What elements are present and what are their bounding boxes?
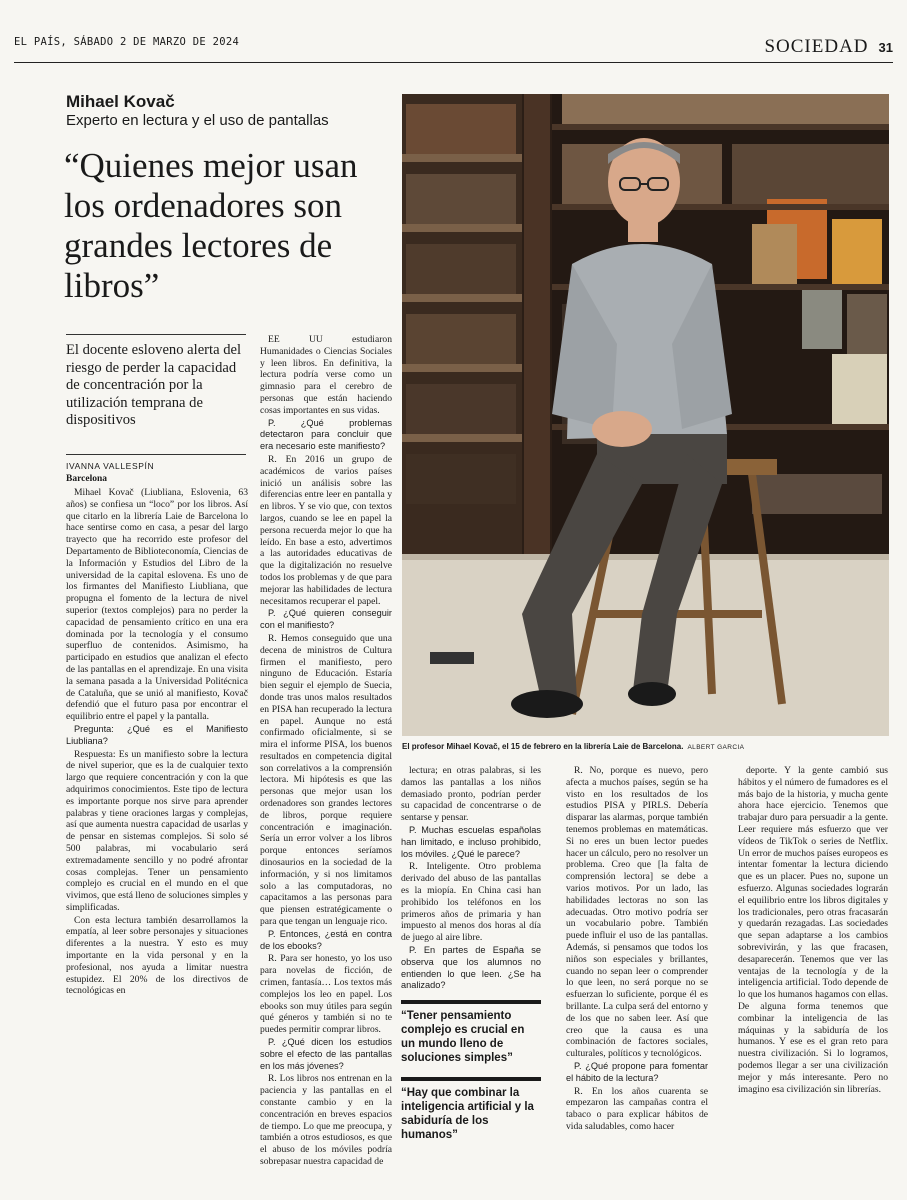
- interview-question: P. ¿Qué propone para fomentar el hábito de la lectura?: [566, 1060, 708, 1083]
- body-paragraph: lectura; en otras palabras, si les damos las pantallas a los niños demasiado pronto, podrían perder su capacidad de concentrarse o de sentarse y pensar.: [401, 765, 541, 824]
- body-paragraph: deporte. Y la gente cambió sus hábitos y el número de fumadores es el más bajo de la historia, y mucha gente ahora hace ejercicio. Tenemos que trabajar duro para persuadir a la gente. Leer requiere más esfuerzo que ver vídeos de TikTok o series de Netflix. Un error de muchos países europeos es intentar fomentar la lectura diciendo que es un placer. Pues no, supone un esfuerzo. Algunas sociedades lograrán el equilibrio entre los libros digitales y los tradicionales, pero otras fracasarán y quedarán rezagadas. Las sociedades que sepan adaptarse a los cambios sobrevivirán, y las que fracasen, desaparecerán. Tenemos que ver las ventajas de la tecnología y de la inteligencia artificial. Todo depende de lo que los humanos hagamos con ellas. De alguna forma tenemos que combinar la inteligencia de las máquinas y la sabiduría de los humanos. Y ese es el gran reto para nuestra civilización. Si lo logramos, podemos llegar a ser una civilización mejor y más interesante. Pero no imagino esa civilización sin librerías.: [738, 765, 888, 1095]
- body-column-5: [738, 765, 888, 1159]
- interview-question: Pregunta: ¿Qué es el Manifiesto Liubliana?: [66, 723, 248, 746]
- caption-text: El profesor Mihael Kovač, el 15 de febrero en la librería Laie de Barcelona.: [402, 742, 684, 751]
- pullquote-1-bar: [401, 1000, 541, 1004]
- interviewee-name: Mihael Kovač: [66, 92, 175, 111]
- photo-illustration: [402, 94, 889, 736]
- pullquote-2-bar: [401, 1077, 541, 1081]
- interview-question: P. En partes de España se observa que los alumnos no entienden lo que leen. ¿Se ha analizado?: [401, 944, 541, 991]
- masthead-date: EL PAÍS, SÁBADO 2 DE MARZO DE 2024: [14, 36, 240, 48]
- body-paragraph: R. No, porque es nuevo, pero afecta a muchos países, según se ha visto en los resultados de los estudios PISA y PIRLS. Debería disparar las alarmas, porque también tenemos problemas en matemáticas. Si no eres un buen lector puedes hacer un cálculo, pero no resolver un problema. Creo que [la falta de comprensión lectora] se debe a varios motivos. Por un lado, las habilidades lectoras no son las adecuadas. Otro motivo podría ser un vocabulario pobre. También puede influir el uso de las pantallas. Además, si pensamos que todos los niños son especiales y brillantes, cuando no sepan leer o comprender lo que leen, no será porque no se esfuerzan lo suficiente, porque él es brillante. La culpa será del entorno y de los que no saben leer. Así que creo que la causa es una combinación de factores sociales, culturales, políticos y tecnológicos.: [566, 765, 708, 1060]
- body-paragraph: R. Inteligente. Otro problema derivado del abuso de las pantallas es la miopía. En China casi han prohibido los teléfonos en los primeros años de primaria y han impuesto al menos dos horas al día de juego al aire libre.: [401, 861, 541, 944]
- body-paragraph: R. Los libros nos entrenan en la paciencia y las pantallas en el constante cambio y en la concentración en breves espacios de tiempo. Lo que me preocupa, y también a otros estudiosos, es que el abuso de los móviles podría sobrepasar nuestra capacidad de: [260, 1073, 392, 1167]
- body-paragraph: Mihael Kovač (Liubliana, Eslovenia, 63 años) se confiesa un “loco” por los libros. Así que citarlo en la librería Laie de Barcelona lo hace sentirse como en casa, a pesar del largo trayecto que ha recorrido este profesor del Departamento de Biblioteconomía, Ciencias de la Información y Estudios del Libro de la universidad de la capital eslovena. Es uno de los firmantes del Manifiesto Liubliana, que propugna el fomento de la lectura de nivel superior (textos complejos) para no perder la capacidad de pensamiento crítico en una era dominada por la tecnología y el consumo superfluo de contenidos. Asimismo, ha participado en estudios que analizan el efecto de las pantallas en el aprendizaje. En una visita la semana pasada a la Universidad Politécnica de Cataluña, que se unió al manifiesto, Kovač defendió que el futuro pasa por encontrar el equilibrio entre el papel y la pantalla.: [66, 487, 248, 723]
- body-paragraph: R. Para ser honesto, yo los uso para novelas de ficción, de crimen, fantasía… Los textos más complejos los leo en papel. Los ebooks son muy útiles para según qué géneros y también si no te puedes permitir comprar libros.: [260, 953, 392, 1036]
- photo-kovac-bookstore: [402, 94, 889, 736]
- photo-caption: [402, 742, 889, 751]
- body-column-2: [260, 334, 392, 1167]
- body-column-4: [566, 765, 708, 1159]
- interview-question: P. Muchas escuelas españolas han limitado, e incluso prohibido, los móviles. ¿Qué le parece?: [401, 824, 541, 859]
- dateline-city: Barcelona: [66, 474, 107, 484]
- section-name: SOCIEDAD: [764, 36, 869, 57]
- body-paragraph: EE UU estudiaron Humanidades o Ciencias Sociales y leen libros. En definitiva, la lectura podría verse como un gimnasio para el cerebro de personas que están haciendo cosas importantes en sus vidas.: [260, 334, 392, 416]
- pullquote-2: “Hay que combinar la inteligencia artificial y la sabiduría de los humanos”: [401, 1087, 534, 1141]
- masthead-section: [764, 36, 893, 58]
- body-column-3: [401, 765, 541, 995]
- interviewee-subtitle: Experto en lectura y el uso de pantallas: [66, 112, 329, 129]
- header-rule: [14, 62, 893, 63]
- author-name: IVANNA VALLESPÍN: [66, 461, 155, 471]
- body-column-1: [66, 487, 248, 1159]
- body-paragraph: Respuesta: Es un manifiesto sobre la lectura de nivel superior, que es la de cualquier texto largo que requiere concentración y con la que adquirimos conocimientos. Este tipo de lectura es importante porque nos sirve para aprender palabras y tiene oraciones largas y complejas, así que aumenta nuestra capacidad de usarlas y de pensar en sistemas complejos. Si solo sé 500 palabras, mi vocabulario será extremadamente sencillo y no podré afrontar cosas complejas. Tener un pensamiento complejo es crucial en el mundo en el que vivimos, que está lleno de soluciones simples y simplificadas.: [66, 748, 248, 913]
- photo-credit: ALBERT GARCIA: [687, 744, 745, 751]
- interview-question: P. ¿Qué dicen los estudios sobre el efecto de las pantallas en los más jóvenes?: [260, 1037, 392, 1071]
- body-paragraph: Con esta lectura también desarrollamos la empatía, al leer sobre personajes y situaciones diferentes a la nuestra. Y esto es muy importante en la vida personal y en la profesional, nos ayuda a limitar nuestra estupidez. El 20% de los directivos de tecnológicas en: [66, 914, 248, 997]
- interview-question: P. Entonces, ¿está en contra de los ebooks?: [260, 928, 392, 951]
- pullquote-1: “Tener pensamiento complejo es crucial en un mundo lleno de soluciones simples”: [401, 1010, 525, 1064]
- interview-question: P. ¿Qué problemas detectaron para concluir que era necesario este manifiesto?: [260, 417, 392, 452]
- deck-rule-top: [66, 334, 246, 335]
- interview-question: P. ¿Qué quieren conseguir con el manifiesto?: [260, 608, 392, 631]
- body-paragraph: R. Hemos conseguido que una decena de ministros de Cultura firmen el manifiesto, pero ninguno de Educación. Estaría bien seguir el ejemplo de Suecia, donde tras unos malos resultados en PISA han recuperado la lectura en papel. Aunque no está confirmado oficialmente, si se mira el informe PISA, los buenos resultados en competencia digital son correlativos a la comprensión lectora. Mi hipótesis es que las personas que mejor usan los ordenadores son grandes lectores de libros, porque requiere concentración e imaginación. Sería un error volver a los libros porque entonces seríamos dinosaurios en la sociedad de la información, y si nos limitamos solo a las computadoras, no capacitamos a las personas para que piensen estratégicamente o para que tengan un lenguaje rico.: [260, 632, 392, 928]
- headline: “Quienes mejor usan los ordenadores son grandes lectores de libros”: [64, 146, 358, 305]
- page-number: 31: [878, 40, 893, 55]
- body-paragraph: R. En los años cuarenta se empezaron las campañas contra el tabaco o para explicar hábitos de vida saludables, como hacer: [566, 1085, 708, 1132]
- deck-rule-bottom: [66, 454, 246, 455]
- deck: El docente esloveno alerta del riesgo de perder la capacidad de concentración por la utilización temprana de dispositivos: [66, 342, 242, 428]
- body-paragraph: R. En 2016 un grupo de académicos de varios países inició un análisis sobre las diferencias entre leer en pantalla y en libros. Y se vio que, con textos largos, cuando se lee en papel la persona recuerda mejor lo que ha leído. En base a esto, advertimos a las autoridades educativas de que la digitalización no resuelve todos los problemas y de que para mejorar las habilidades de lectura necesitamos recuperar el papel.: [260, 453, 392, 607]
